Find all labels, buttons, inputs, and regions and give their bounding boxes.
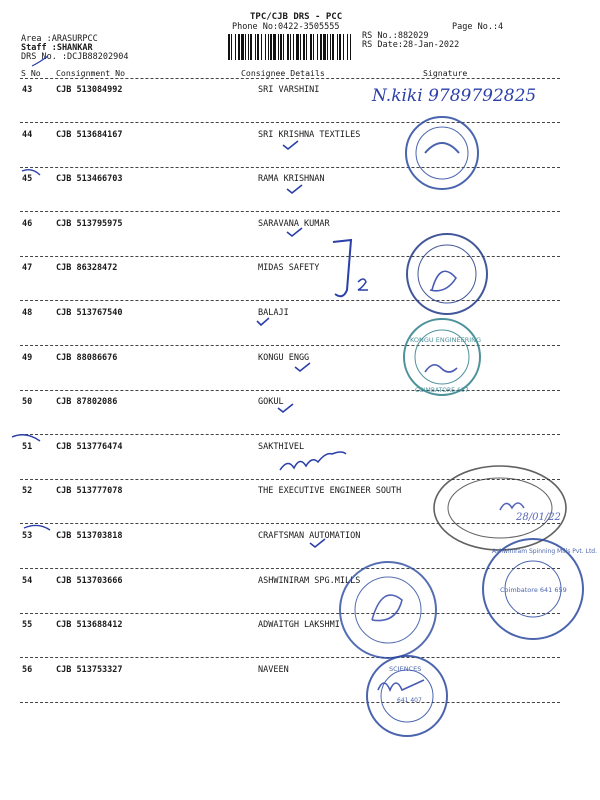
row-sno: 54 xyxy=(22,575,33,586)
row-sno: 56 xyxy=(22,664,33,675)
row-consignee: SARAVANA KUMAR xyxy=(258,218,330,229)
row-consignment: CJB 513753327 xyxy=(56,664,123,675)
row-consignee: THE EXECUTIVE ENGINEER SOUTH xyxy=(258,486,402,497)
row-consignment: CJB 513466703 xyxy=(56,174,123,185)
row-consignment: CJB 513684167 xyxy=(56,129,123,140)
signature-43: N.kiki 9789792825 xyxy=(372,86,537,106)
row-consignment: CJB 513703666 xyxy=(56,575,123,586)
stamp-ashwiniram-sub: Coimbatore 641 659 xyxy=(500,586,567,594)
row-consignee: RAMA KRISHNAN xyxy=(258,174,325,185)
row-sno: 50 xyxy=(22,397,33,408)
row-consignee: SRI KRISHNA TEXTILES xyxy=(258,129,361,140)
row-consignee: MIDAS SAFETY xyxy=(258,263,320,274)
row-sno: 52 xyxy=(22,486,33,497)
row-consignment: CJB 513795975 xyxy=(56,218,123,229)
row-divider xyxy=(20,256,560,257)
stamp-44 xyxy=(406,117,478,189)
rs-date: RS Date:28-Jan-2022 xyxy=(362,40,460,50)
row-consignee: GOKUL xyxy=(258,397,284,408)
row-sno: 45 xyxy=(22,174,33,185)
col-sno: S No xyxy=(21,68,41,78)
row-divider xyxy=(20,613,560,614)
row-sno: 47 xyxy=(22,263,33,274)
row-divider xyxy=(20,523,560,524)
row-divider xyxy=(20,434,560,435)
stamp-sciences-sub: 641 407 xyxy=(397,697,422,704)
doc-title: TPC/CJB DRS - PCC xyxy=(250,12,343,22)
row-sno: 51 xyxy=(22,441,33,452)
col-signature: Signature xyxy=(423,68,468,78)
row-sno: 48 xyxy=(22,308,33,318)
row-consignment: CJB 88086676 xyxy=(56,352,118,363)
row-consignment: CJB 513084992 xyxy=(56,85,123,95)
row-consignee: CRAFTSMAN AUTOMATION xyxy=(258,531,361,541)
stamp-54 xyxy=(483,539,597,639)
row-consignment: CJB 513777078 xyxy=(56,486,123,497)
row-divider xyxy=(20,300,560,301)
barcode xyxy=(228,34,352,60)
tick-mark xyxy=(257,318,269,325)
tick-mark xyxy=(295,363,310,371)
header-divider xyxy=(20,78,560,79)
row-divider xyxy=(20,211,560,212)
stamp-56 xyxy=(367,656,447,736)
row-consignee: SRI VARSHINI xyxy=(258,85,320,95)
row-consignment: CJB 87802086 xyxy=(56,397,118,408)
stamp-sciences-text: SCIENCES xyxy=(389,665,422,673)
row-divider xyxy=(20,122,560,123)
date-note: 28/01/22 xyxy=(516,512,561,523)
tick-mark xyxy=(287,185,302,193)
col-consignee: Consignee Details xyxy=(241,68,325,78)
row-sno: 43 xyxy=(22,85,33,95)
rs-number: RS No.:882029 xyxy=(362,31,429,41)
row-sno: 44 xyxy=(22,129,33,140)
row-divider xyxy=(20,479,560,480)
row-sno: 46 xyxy=(22,218,33,229)
stamp-47 xyxy=(407,234,487,314)
phone-number: Phone No:0422-3505555 xyxy=(232,22,340,32)
row-consignment: CJB 513767540 xyxy=(56,308,123,318)
page-number: Page No.:4 xyxy=(452,22,504,32)
row-divider xyxy=(20,702,560,703)
row-consignment: CJB 513776474 xyxy=(56,441,123,452)
staff-field: Staff :SHANKAR xyxy=(21,43,93,53)
stamp-ashwiniram-text: Ashwiniram Spinning Mills Pvt. Ltd. xyxy=(492,548,598,555)
row-divider xyxy=(20,657,560,658)
stamp-kongu-text: KONGU ENGINEERING xyxy=(410,336,482,344)
row-consignee: BALAJI xyxy=(258,308,289,318)
row-sno: 49 xyxy=(22,352,33,363)
row-consignment: CJB 513703818 xyxy=(56,531,123,541)
row-consignment: CJB 86328472 xyxy=(56,263,118,274)
stamp-49 xyxy=(404,319,481,395)
row-divider xyxy=(20,167,560,168)
row-divider xyxy=(20,390,560,391)
area-field: Area :ARASURPCC xyxy=(21,34,98,44)
row-consignee: NAVEEN xyxy=(258,664,289,675)
drs-number: DRS No. :DCJB88202904 xyxy=(21,52,129,62)
row-divider xyxy=(20,345,560,346)
row-consignment: CJB 513688412 xyxy=(56,620,123,631)
tick-mark xyxy=(283,141,298,149)
row-sno: 53 xyxy=(22,531,33,541)
row-consignee: ASHWINIRAM SPG.MILLS xyxy=(258,575,361,586)
row-sno: 55 xyxy=(22,620,33,631)
tick-mark xyxy=(287,228,302,236)
row-consignee: ADWAITGH LAKSHMI xyxy=(258,620,340,631)
row-consignee: SAKTHIVEL xyxy=(258,441,305,452)
col-consignment: Consignment No xyxy=(56,68,126,78)
stamp-kongu-sub: COIMBATORE-637 xyxy=(415,387,469,394)
row-consignee: KONGU ENGG xyxy=(258,352,310,363)
row-divider xyxy=(20,568,560,569)
